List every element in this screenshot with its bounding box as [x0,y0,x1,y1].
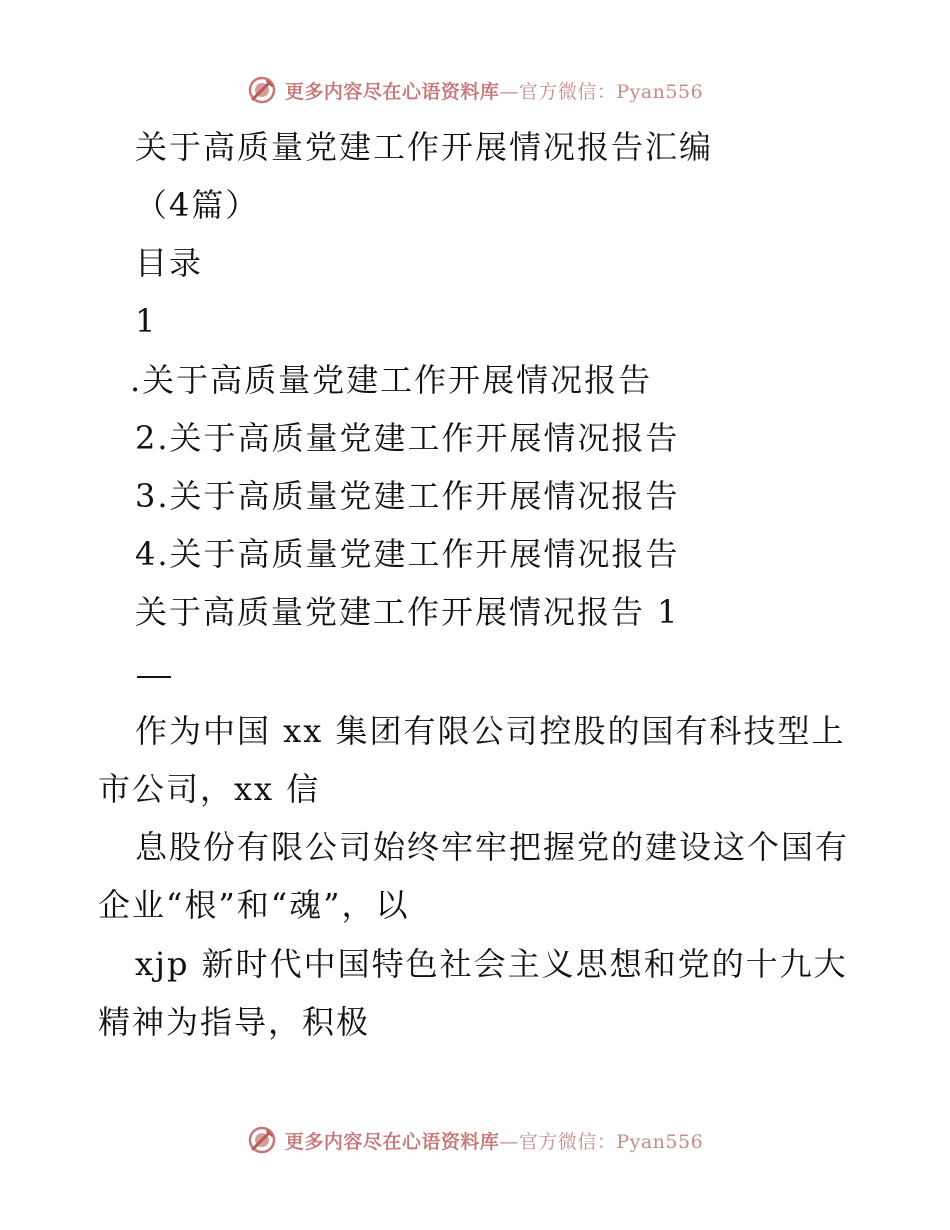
document-title: 关于高质量党建工作开展情况报告汇编 [135,128,714,166]
paragraph-line-6: 精神为指导，积极 [98,1003,371,1041]
toc-item-2: 2.关于高质量党建工作开展情况报告 [135,419,680,457]
watermark-text [285,1127,703,1154]
paragraph-line-1: 作为中国 xx 集团有限公司控股的国有科技型上 [135,712,846,750]
pen-seal-icon [247,1125,277,1155]
footer-watermark [0,1122,950,1158]
watermark-contact: —官方微信：Pyan556 [499,80,704,103]
watermark-brand: 更多内容尽在心语资料库 [284,80,500,103]
toc-item-1: .关于高质量党建工作开展情况报告 [130,361,653,399]
watermark-brand: 更多内容尽在心语资料库 [284,1130,500,1153]
document-count: （4篇） [135,186,260,224]
header-watermark [0,72,950,108]
toc-heading: 目录 [135,244,204,282]
paragraph-line-5: xjp 新时代中国特色社会主义思想和党的十九大 [135,945,848,983]
paragraph-line-3: 息股份有限公司始终牢牢把握党的建设这个国有 [135,828,850,866]
paragraph-line-4: 企业“根”和“魂”，以 [98,886,410,924]
toc-item-3: 3.关于高质量党建工作开展情况报告 [135,477,680,515]
pen-seal-icon [247,75,277,105]
paragraph-line-2: 市公司，xx 信 [98,770,321,808]
toc-number: 1 [135,302,158,340]
toc-item-4: 4.关于高质量党建工作开展情况报告 [135,535,680,573]
section-divider [137,676,171,678]
watermark-text [285,77,703,104]
section-heading: 关于高质量党建工作开展情况报告 1 [135,593,680,631]
watermark-contact: —官方微信：Pyan556 [499,1130,704,1153]
